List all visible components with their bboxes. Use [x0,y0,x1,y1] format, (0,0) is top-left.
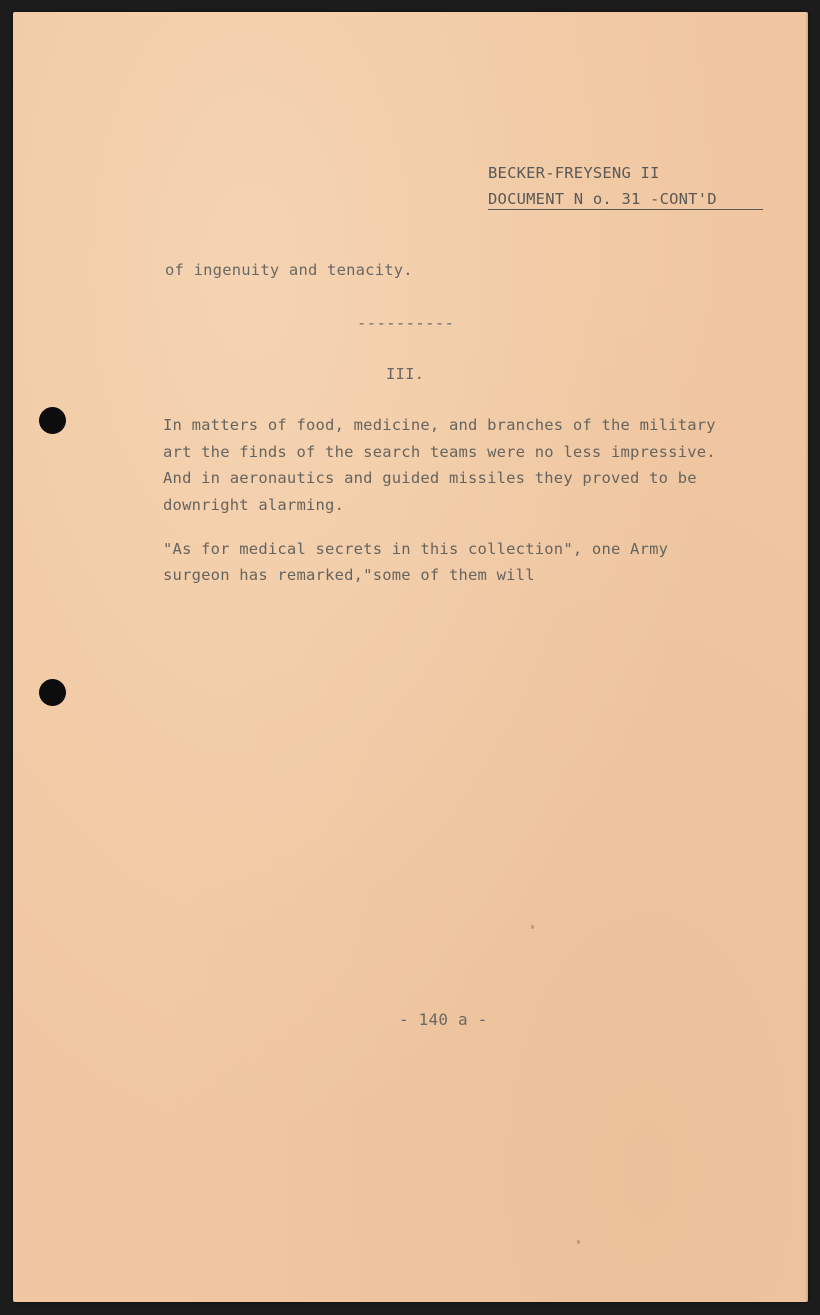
paragraph-line: "As for medical secrets in this collection", one Army [163,540,669,558]
paragraph-line: surgeon has remarked,"some of them will [163,565,535,584]
document-page [13,12,808,1302]
paragraph-line: art the finds of the search teams were no less impressive. [163,442,716,461]
paper-speck [577,1240,580,1244]
punch-hole-bottom [39,679,66,706]
paragraph-medical-secrets [163,537,668,588]
section-separator: ---------- [357,314,455,332]
paragraph-line: And in aeronautics and guided missiles they proved to be [163,469,697,487]
punch-hole-top [39,407,66,434]
paper-speck [531,925,534,929]
continued-sentence: of ingenuity and tenacity. [165,261,413,279]
paragraph-line: downright alarming. [163,495,345,514]
paragraph-line: In matters of food, medicine, and branches of the military [163,416,716,434]
paragraph-food-medicine [163,412,716,518]
page-edge-shadow [805,12,808,1302]
section-heading: III. [386,365,425,383]
page-number: - 140 a - [399,1010,488,1029]
document-header-number: DOCUMENT N o. 31 -CONT'D [488,190,763,210]
document-header-title: BECKER-FREYSENG II [488,164,660,182]
